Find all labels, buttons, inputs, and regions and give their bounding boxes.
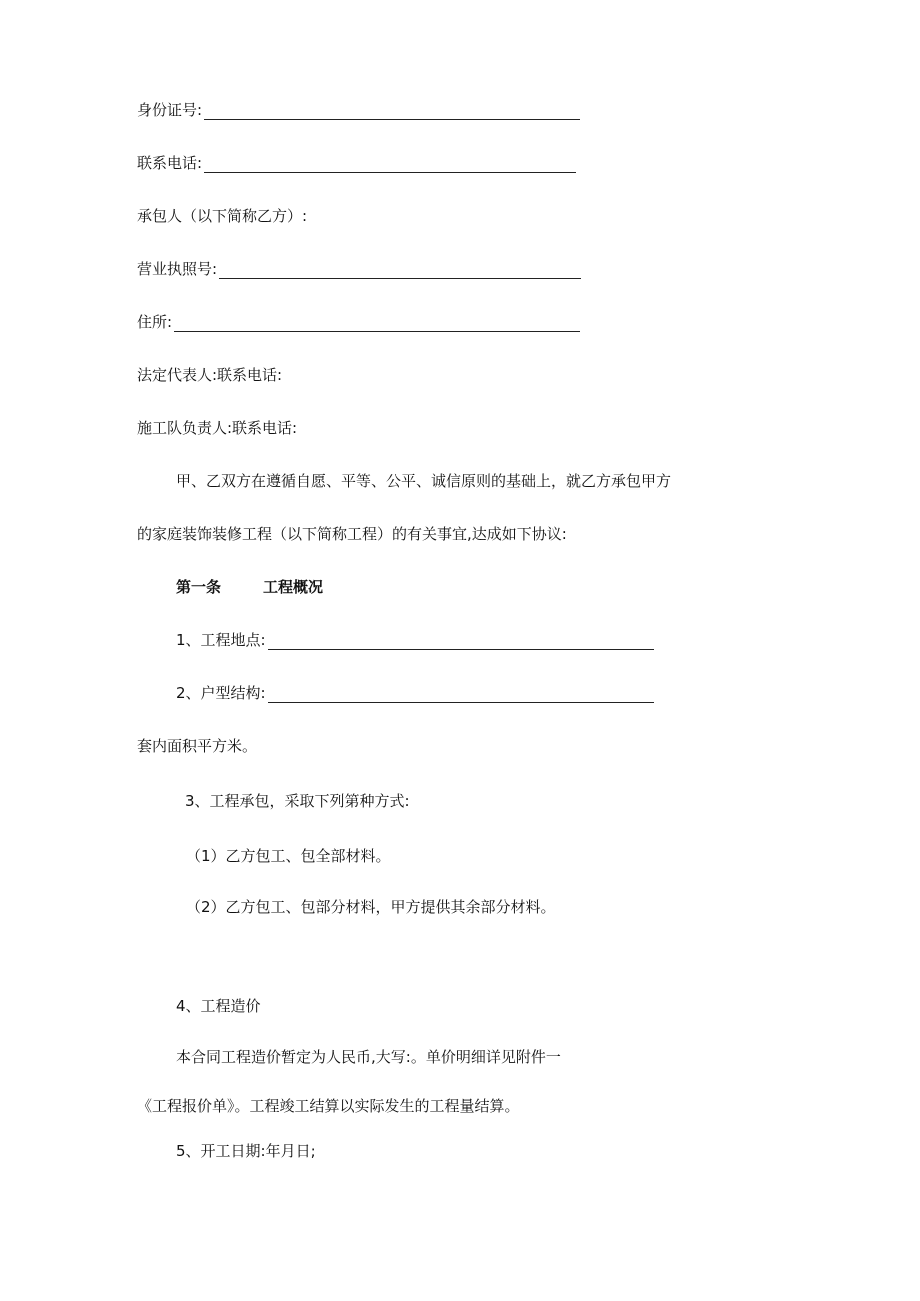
business-license-field[interactable]	[219, 262, 581, 279]
team-leader-row: 施工队负责人:联系电话:	[137, 419, 298, 437]
price-line-2: 《工程报价单》。工程竣工结算以实际发生的工程量结算。	[137, 1097, 520, 1115]
option-1-text: （1）乙方包工、包全部材料。	[186, 847, 391, 865]
address-row	[137, 312, 580, 332]
layout-structure-row	[176, 683, 654, 703]
article-number: 第一条	[176, 578, 222, 596]
layout-structure-label: 2、户型结构:	[176, 684, 266, 702]
party-a-phone-row	[137, 153, 576, 173]
contractor-title: 承包人（以下简称乙方）:	[137, 207, 308, 225]
id-number-row	[137, 100, 580, 120]
project-site-field[interactable]	[268, 633, 654, 650]
legal-representative-row: 法定代表人:联系电话:	[137, 366, 283, 384]
party-a-phone-label: 联系电话:	[137, 154, 203, 172]
project-site-label: 1、工程地点:	[176, 631, 266, 649]
preamble-line-2: 的家庭装饰装修工程（以下简称工程）的有关事宜,达成如下协议:	[137, 525, 567, 543]
start-date-text: 5、开工日期:年月日;	[176, 1142, 316, 1160]
address-field[interactable]	[174, 315, 580, 332]
business-license-label: 营业执照号:	[137, 260, 218, 278]
interior-area-text: 套内面积平方米。	[137, 737, 258, 755]
id-number-field[interactable]	[204, 103, 580, 120]
article-title: 工程概况	[263, 578, 324, 596]
price-heading: 4、工程造价	[176, 997, 261, 1015]
preamble-line-1: 甲、乙双方在遵循自愿、平等、公平、诚信原则的基础上，就乙方承包甲方	[176, 472, 672, 490]
option-2-text: （2）乙方包工、包部分材料，甲方提供其余部分材料。	[186, 898, 556, 916]
project-site-row	[176, 630, 654, 650]
id-number-label: 身份证号:	[137, 101, 203, 119]
price-line-1: 本合同工程造价暂定为人民币,大写:。单价明细详见附件一	[176, 1048, 561, 1066]
address-label: 住所:	[137, 313, 173, 331]
contract-mode-text: 3、工程承包，采取下列第种方式:	[185, 792, 410, 810]
article-1-heading	[176, 577, 323, 597]
party-a-phone-field[interactable]	[204, 156, 576, 173]
layout-structure-field[interactable]	[268, 686, 654, 703]
business-license-row	[137, 259, 581, 279]
